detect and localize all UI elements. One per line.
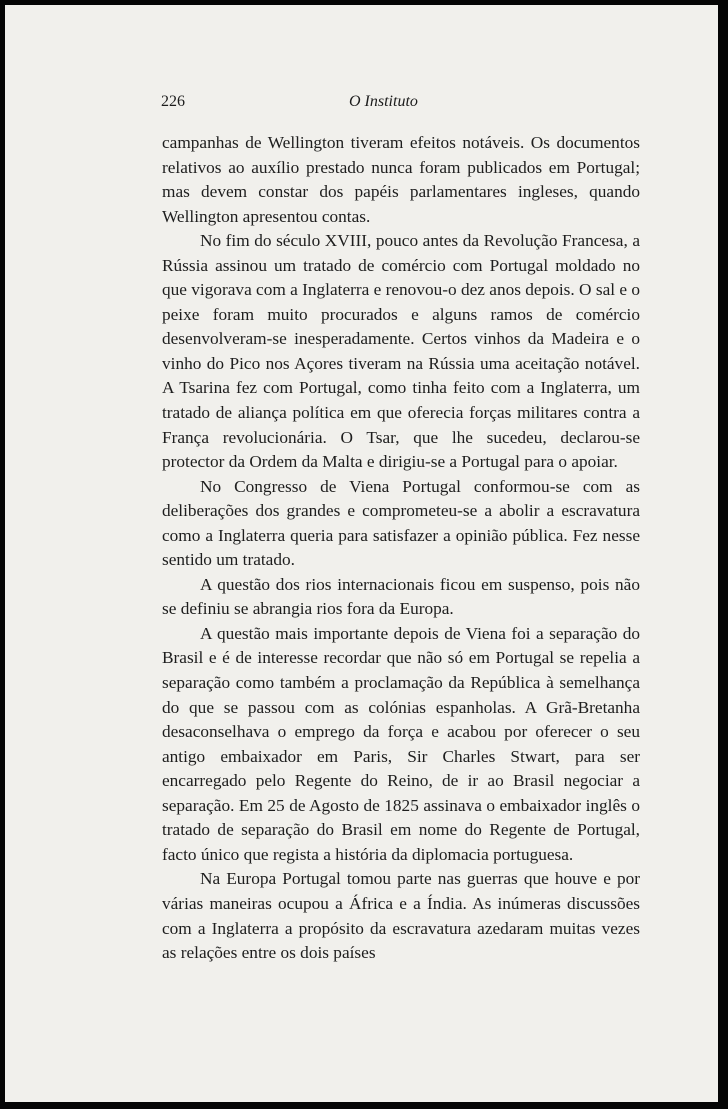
paragraph: No Congresso de Viena Portugal conformou-se com as deliberações dos grandes e comprometeu-se a abolir a escravatura como a Inglaterra queria para satisfazer a opinião pública. Fez nesse sentido um tratado. [162, 476, 640, 570]
paragraph: campanhas de Wellington tiveram efeitos notáveis. Os documentos relativos ao auxílio prestado nunca foram publicados em Portugal; mas devem constar dos papéis parlamentares ingleses, quando Wellington apresentou contas. [162, 133, 640, 226]
page-header [161, 93, 443, 115]
running-title: O Instituto [349, 93, 418, 110]
page-number: 226 [161, 93, 185, 110]
paragraph: A questão mais importante depois de Viena foi a separação do Brasil e é de interesse recordar que não só em Portugal se repelia a separação como também a proclamação da República à semelhança do que se passou com as colónias espanholas. A Grã-Bretanha desaconselhava o emprego da força e acabou por oferecer o seu antigo embaixador em Paris, Sir Charles Stwart, para ser encarregado pelo Regente do Reino, de ir ao Brasil negociar a separação. Em 25 de Agosto de 1825 assinava o embaixador inglês o tratado de separação do Brasil em nome do Regente de Portugal, facto único que regista a história da diplomacia portuguesa. [162, 623, 640, 864]
paragraph: No fim do século XVIII, pouco antes da Revolução Francesa, a Rússia assinou um tratado de comércio com Portugal moldado no que vigorava com a Inglaterra e renovou-o dez anos depois. O sal e o peixe foram muito procurados e alguns ramos de comércio desenvolveram-se inesperadamente. Certos vinhos da Madeira e o vinho do Pico nos Açores tiveram na Rússia uma aceitação notável. A Tsarina fez com Portugal, como tinha feito com a Inglaterra, um tratado de aliança política em que oferecia forças militares contra a França revolucionária. O Tsar, que lhe sucedeu, declarou-se protector da Ordem da Malta e dirigiu-se a Portugal para o apoiar. [162, 231, 640, 472]
paragraph: Na Europa Portugal tomou parte nas guerras que houve e por várias maneiras ocupou a África e a Índia. As inúmeras discussões com a Inglaterra a propósito da escravatura azedaram muitas vezes as relações entre os dois países [162, 869, 640, 963]
body-text [162, 131, 640, 966]
paragraph: A questão dos rios internacionais ficou em suspenso, pois não se definiu se abrangia rios fora da Europa. [162, 574, 640, 619]
